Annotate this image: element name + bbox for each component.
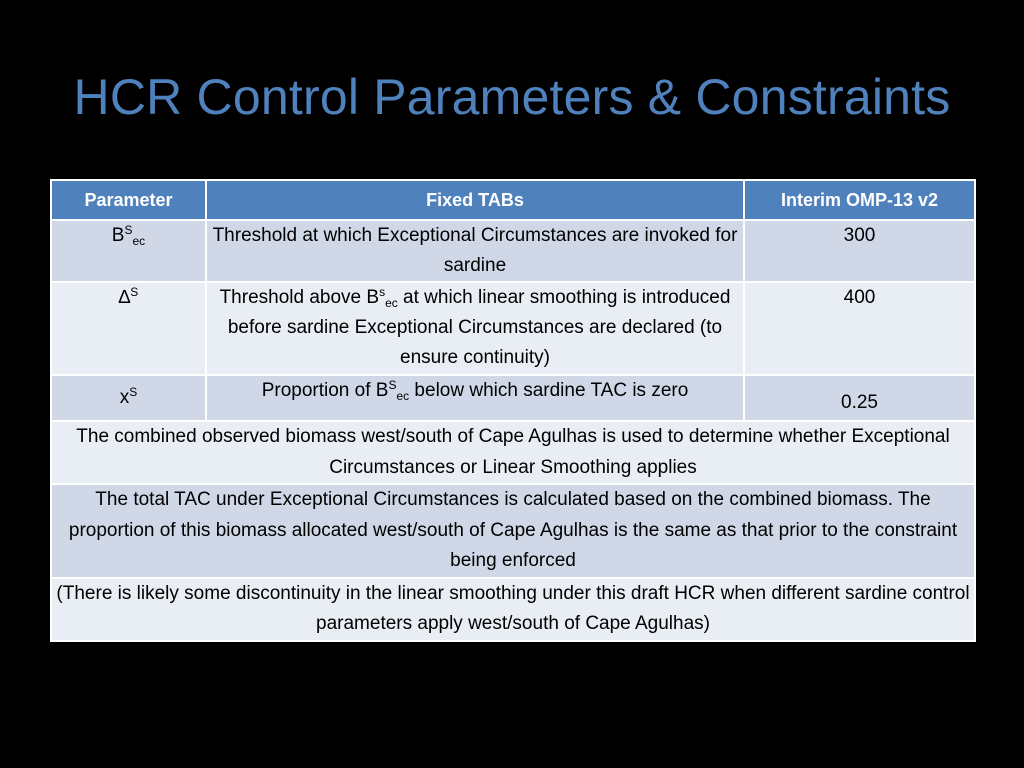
table-header-row bbox=[51, 180, 975, 220]
param-superscript: S bbox=[124, 223, 133, 237]
note-discontinuity: (There is likely some discontinuity in the linear smoothing under this draft HCR when different sardine control parameters apply west/south of Cape Agulhas) bbox=[51, 578, 975, 641]
value-cell: 0.25 bbox=[744, 375, 975, 421]
table-row bbox=[51, 220, 975, 282]
table-row bbox=[51, 282, 975, 375]
parameter-cell bbox=[51, 282, 206, 375]
parameters-table bbox=[50, 179, 976, 642]
header-interim-omp: Interim OMP-13 v2 bbox=[744, 180, 975, 220]
parameter-cell bbox=[51, 220, 206, 282]
description-subscript: ec bbox=[385, 296, 398, 310]
description-text: at which linear smoothing is introduced before sardine Exceptional Circumstances are declared (to ensure continuity) bbox=[227, 287, 731, 368]
header-parameter: Parameter bbox=[51, 180, 206, 220]
param-superscript: S bbox=[129, 385, 138, 399]
parameter-cell bbox=[51, 375, 206, 421]
description-subscript: ec bbox=[396, 389, 410, 403]
param-symbol: ∆ bbox=[118, 287, 131, 308]
param-superscript: S bbox=[130, 285, 139, 299]
header-fixed-tabs: Fixed TABs bbox=[206, 180, 744, 220]
note-combined-biomass: The combined observed biomass west/south of Cape Agulhas is used to determine whether Exceptional Circumstances or Linear Smoothing applies bbox=[51, 421, 975, 484]
value-cell: 300 bbox=[744, 220, 975, 282]
note-row bbox=[51, 421, 975, 484]
description-text: Threshold above B bbox=[219, 287, 380, 308]
description-superscript: s bbox=[379, 285, 386, 299]
value-cell: 400 bbox=[744, 282, 975, 375]
note-total-tac: The total TAC under Exceptional Circumstances is calculated based on the combined biomass. The proportion of this biomass allocated west/south of Cape Agulhas is the same as that prior to the constraint being enforced bbox=[51, 484, 975, 578]
note-row bbox=[51, 578, 975, 641]
description-cell bbox=[206, 282, 744, 375]
table-row bbox=[51, 375, 975, 421]
param-subscript: ec bbox=[132, 234, 146, 248]
param-symbol: B bbox=[111, 225, 125, 246]
description-cell bbox=[206, 375, 744, 421]
note-row bbox=[51, 484, 975, 578]
description-text: below which sardine TAC is zero bbox=[409, 380, 689, 401]
param-symbol: x bbox=[119, 387, 130, 408]
slide-title: HCR Control Parameters & Constraints bbox=[73, 69, 951, 125]
description-text: Proportion of B bbox=[261, 380, 389, 401]
description-cell: Threshold at which Exceptional Circumstances are invoked for sardine bbox=[206, 220, 744, 282]
description-superscript: S bbox=[388, 378, 397, 392]
